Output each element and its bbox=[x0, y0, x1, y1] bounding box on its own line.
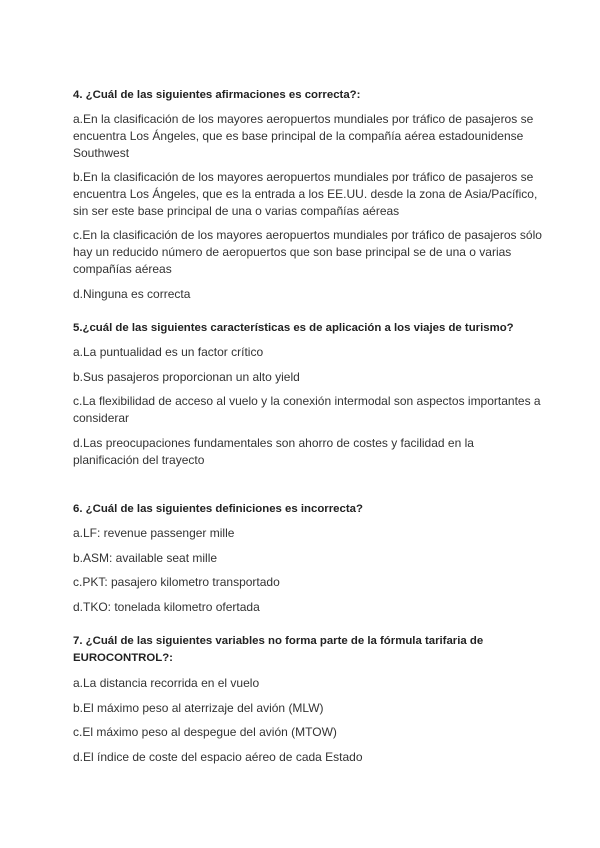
question-7-title: 7. ¿Cuál de las siguientes variables no forma parte de la fórmula tarifaria de EUROCONTROL?: bbox=[73, 635, 484, 664]
question-4-option-c: c.En la clasificación de los mayores aeropuertos mundiales por tráfico de pasajeros sólo hay un reducido número de aeropuertos que son base principal se de una o varias compañías aéreas bbox=[73, 228, 542, 276]
question-5-option-d: d.Las preocupaciones fundamentales son ahorro de costes y facilidad en la planificación del trayecto bbox=[73, 436, 474, 467]
question-7-option-c: c.El máximo peso al despegue del avión (MTOW) bbox=[73, 725, 337, 739]
question-7-option-b: b.El máximo peso al aterrizaje del avión (MLW) bbox=[73, 701, 324, 715]
question-7-option-d: d.El índice de coste del espacio aéreo de cada Estado bbox=[73, 750, 363, 764]
question-4-option-a: a.En la clasificación de los mayores aeropuertos mundiales por tráfico de pasajeros se encuentra Los Ángeles, que es base principal de la compañía aérea estadounidense Southwest bbox=[73, 112, 534, 160]
question-5-option-c: c.La flexibilidad de acceso al vuelo y la conexión intermodal son aspectos importantes a considerar bbox=[73, 394, 541, 425]
question-5-option-a: a.La puntualidad es un factor crítico bbox=[73, 345, 264, 359]
question-5-option-b: b.Sus pasajeros proporcionan un alto yield bbox=[73, 370, 300, 384]
question-5-title: 5.¿cuál de las siguientes características es de aplicación a los viajes de turismo? bbox=[73, 322, 514, 334]
question-4-option-b: b.En la clasificación de los mayores aeropuertos mundiales por tráfico de pasajeros se encuentra Los Ángeles, que es la entrada a los EE.UU. desde la zona de Asia/Pacífico, sin ser este base principal de una o varias compañías aéreas bbox=[73, 170, 538, 218]
question-6-option-c: c.PKT: pasajero kilometro transportado bbox=[73, 575, 280, 589]
question-6-title: 6. ¿Cuál de las siguientes definiciones es incorrecta? bbox=[73, 503, 363, 515]
question-6-option-b: b.ASM: available seat mille bbox=[73, 551, 218, 565]
question-7-option-a: a.La distancia recorrida en el vuelo bbox=[73, 676, 260, 690]
question-6-option-d: d.TKO: tonelada kilometro ofertada bbox=[73, 600, 260, 614]
question-4-title: 4. ¿Cuál de las siguientes afirmaciones es correcta?: bbox=[73, 89, 361, 101]
question-6-option-a: a.LF: revenue passenger mille bbox=[73, 526, 235, 540]
question-4-option-d: d.Ninguna es correcta bbox=[73, 287, 191, 301]
